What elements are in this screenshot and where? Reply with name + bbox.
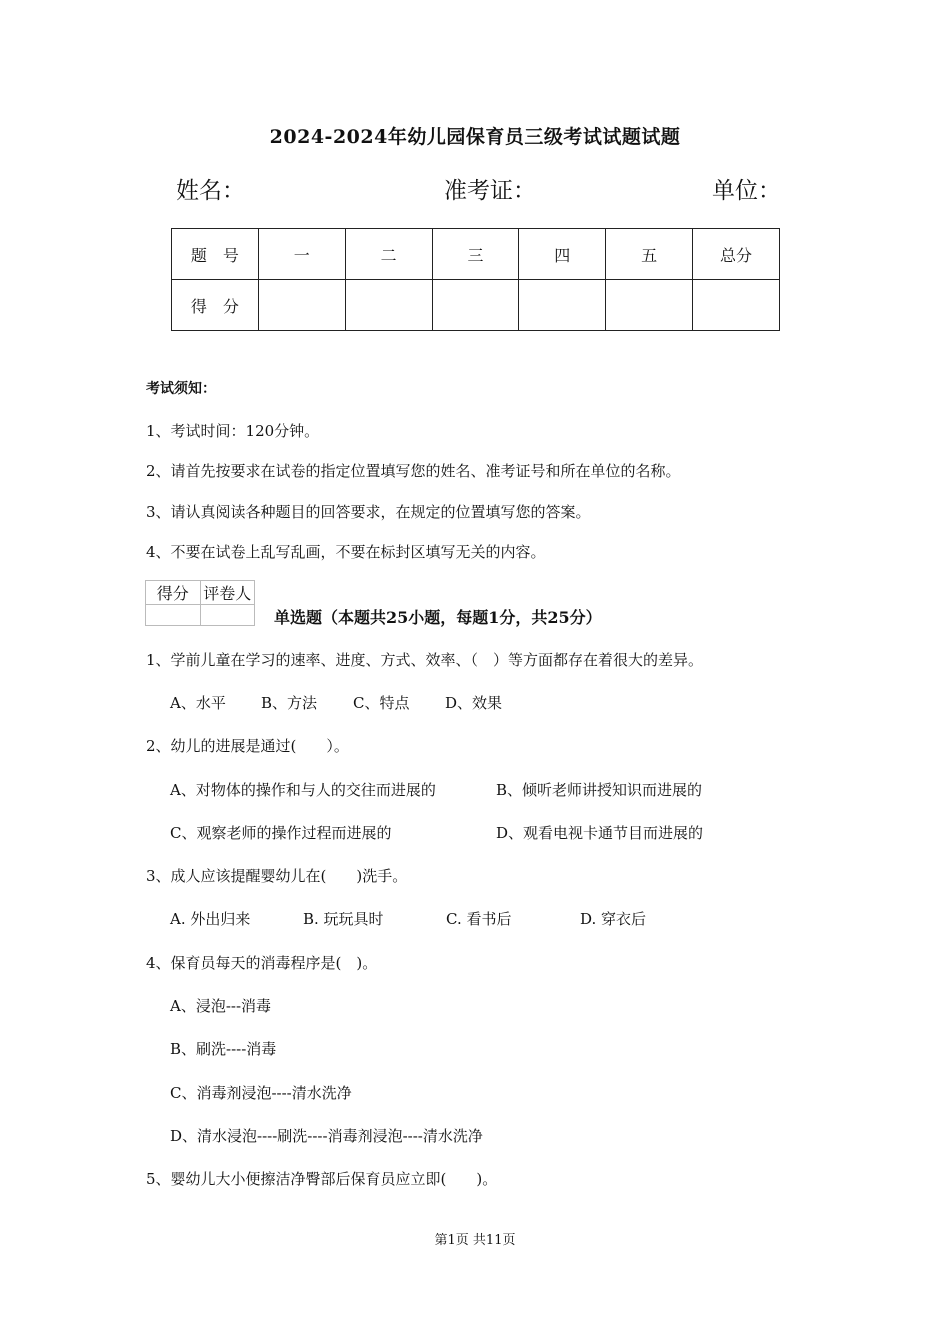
grader-score-cell (146, 605, 201, 626)
score-input-cell (519, 280, 606, 331)
score-table-header-row (172, 229, 780, 280)
section-title: 单选题（本题共25小题，每题1分，共25分） (274, 608, 602, 627)
name-label: 姓名： (176, 178, 245, 204)
notes-heading: 考试须知： (146, 381, 216, 397)
score-table-cell: 四 (519, 229, 606, 280)
option: A、水平 (170, 694, 226, 712)
grader-name-label: 评卷人 (200, 581, 255, 605)
score-input-cell (258, 280, 345, 331)
question-stem: 3、成人应该提醒婴幼儿在( )洗手。 (146, 867, 408, 885)
note-item: 1、考试时间：120分钟。 (146, 422, 320, 440)
grader-box (145, 580, 255, 626)
score-input-cell (693, 280, 780, 331)
option: C、特点 (353, 694, 410, 712)
option: D、清水浸泡----刷洗----消毒剂浸泡----清水洗净 (170, 1127, 483, 1145)
option: C、观察老师的操作过程而进展的 (170, 824, 392, 842)
option: B、刷洗----消毒 (170, 1040, 277, 1058)
question-stem: 5、婴幼儿大小便擦洁净臀部后保育员应立即( )。 (146, 1170, 498, 1188)
grader-name-cell (200, 605, 255, 626)
score-table-cell: 五 (606, 229, 693, 280)
grader-score-label: 得分 (146, 581, 201, 605)
option: D、效果 (445, 694, 503, 712)
option: D、观看电视卡通节目而进展的 (496, 824, 704, 842)
question-stem: 4、保育员每天的消毒程序是( )。 (146, 954, 378, 972)
score-input-cell (432, 280, 519, 331)
question-stem: 1、学前儿童在学习的速率、进度、方式、效率、（ ）等方面都存在着很大的差异。 (146, 651, 704, 669)
score-table-cell: 得 分 (172, 280, 259, 331)
score-table-cell: 三 (432, 229, 519, 280)
page-number: 第1页 共11页 (434, 1233, 516, 1248)
option: B、方法 (261, 694, 318, 712)
score-input-cell (345, 280, 432, 331)
score-table (171, 228, 780, 331)
score-table-score-row (172, 280, 780, 331)
page-title: 2024-2024年幼儿园保育员三级考试试题试题 (269, 126, 681, 148)
option: B. 玩玩具时 (303, 910, 384, 928)
score-input-cell (606, 280, 693, 331)
note-item: 4、不要在试卷上乱写乱画，不要在标封区填写无关的内容。 (146, 543, 546, 561)
option: C. 看书后 (446, 910, 512, 928)
unit-label: 单位： (712, 178, 781, 204)
note-item: 2、请首先按要求在试卷的指定位置填写您的姓名、准考证号和所在单位的名称。 (146, 462, 681, 480)
note-item: 3、请认真阅读各种题目的回答要求，在规定的位置填写您的答案。 (146, 503, 591, 521)
score-table-cell: 一 (258, 229, 345, 280)
score-table-cell: 总分 (693, 229, 780, 280)
score-table-cell: 二 (345, 229, 432, 280)
score-table-cell: 题 号 (172, 229, 259, 280)
option: A、浸泡---消毒 (170, 997, 272, 1015)
option: A、对物体的操作和与人的交往而进展的 (170, 781, 436, 799)
question-stem: 2、幼儿的进展是通过( ）。 (146, 737, 349, 755)
exam-id-label: 准考证： (444, 178, 536, 204)
option: C、消毒剂浸泡----清水洗净 (170, 1084, 352, 1102)
option: A. 外出归来 (170, 910, 251, 928)
option: B、倾听老师讲授知识而进展的 (496, 781, 703, 799)
option: D. 穿衣后 (580, 910, 647, 928)
